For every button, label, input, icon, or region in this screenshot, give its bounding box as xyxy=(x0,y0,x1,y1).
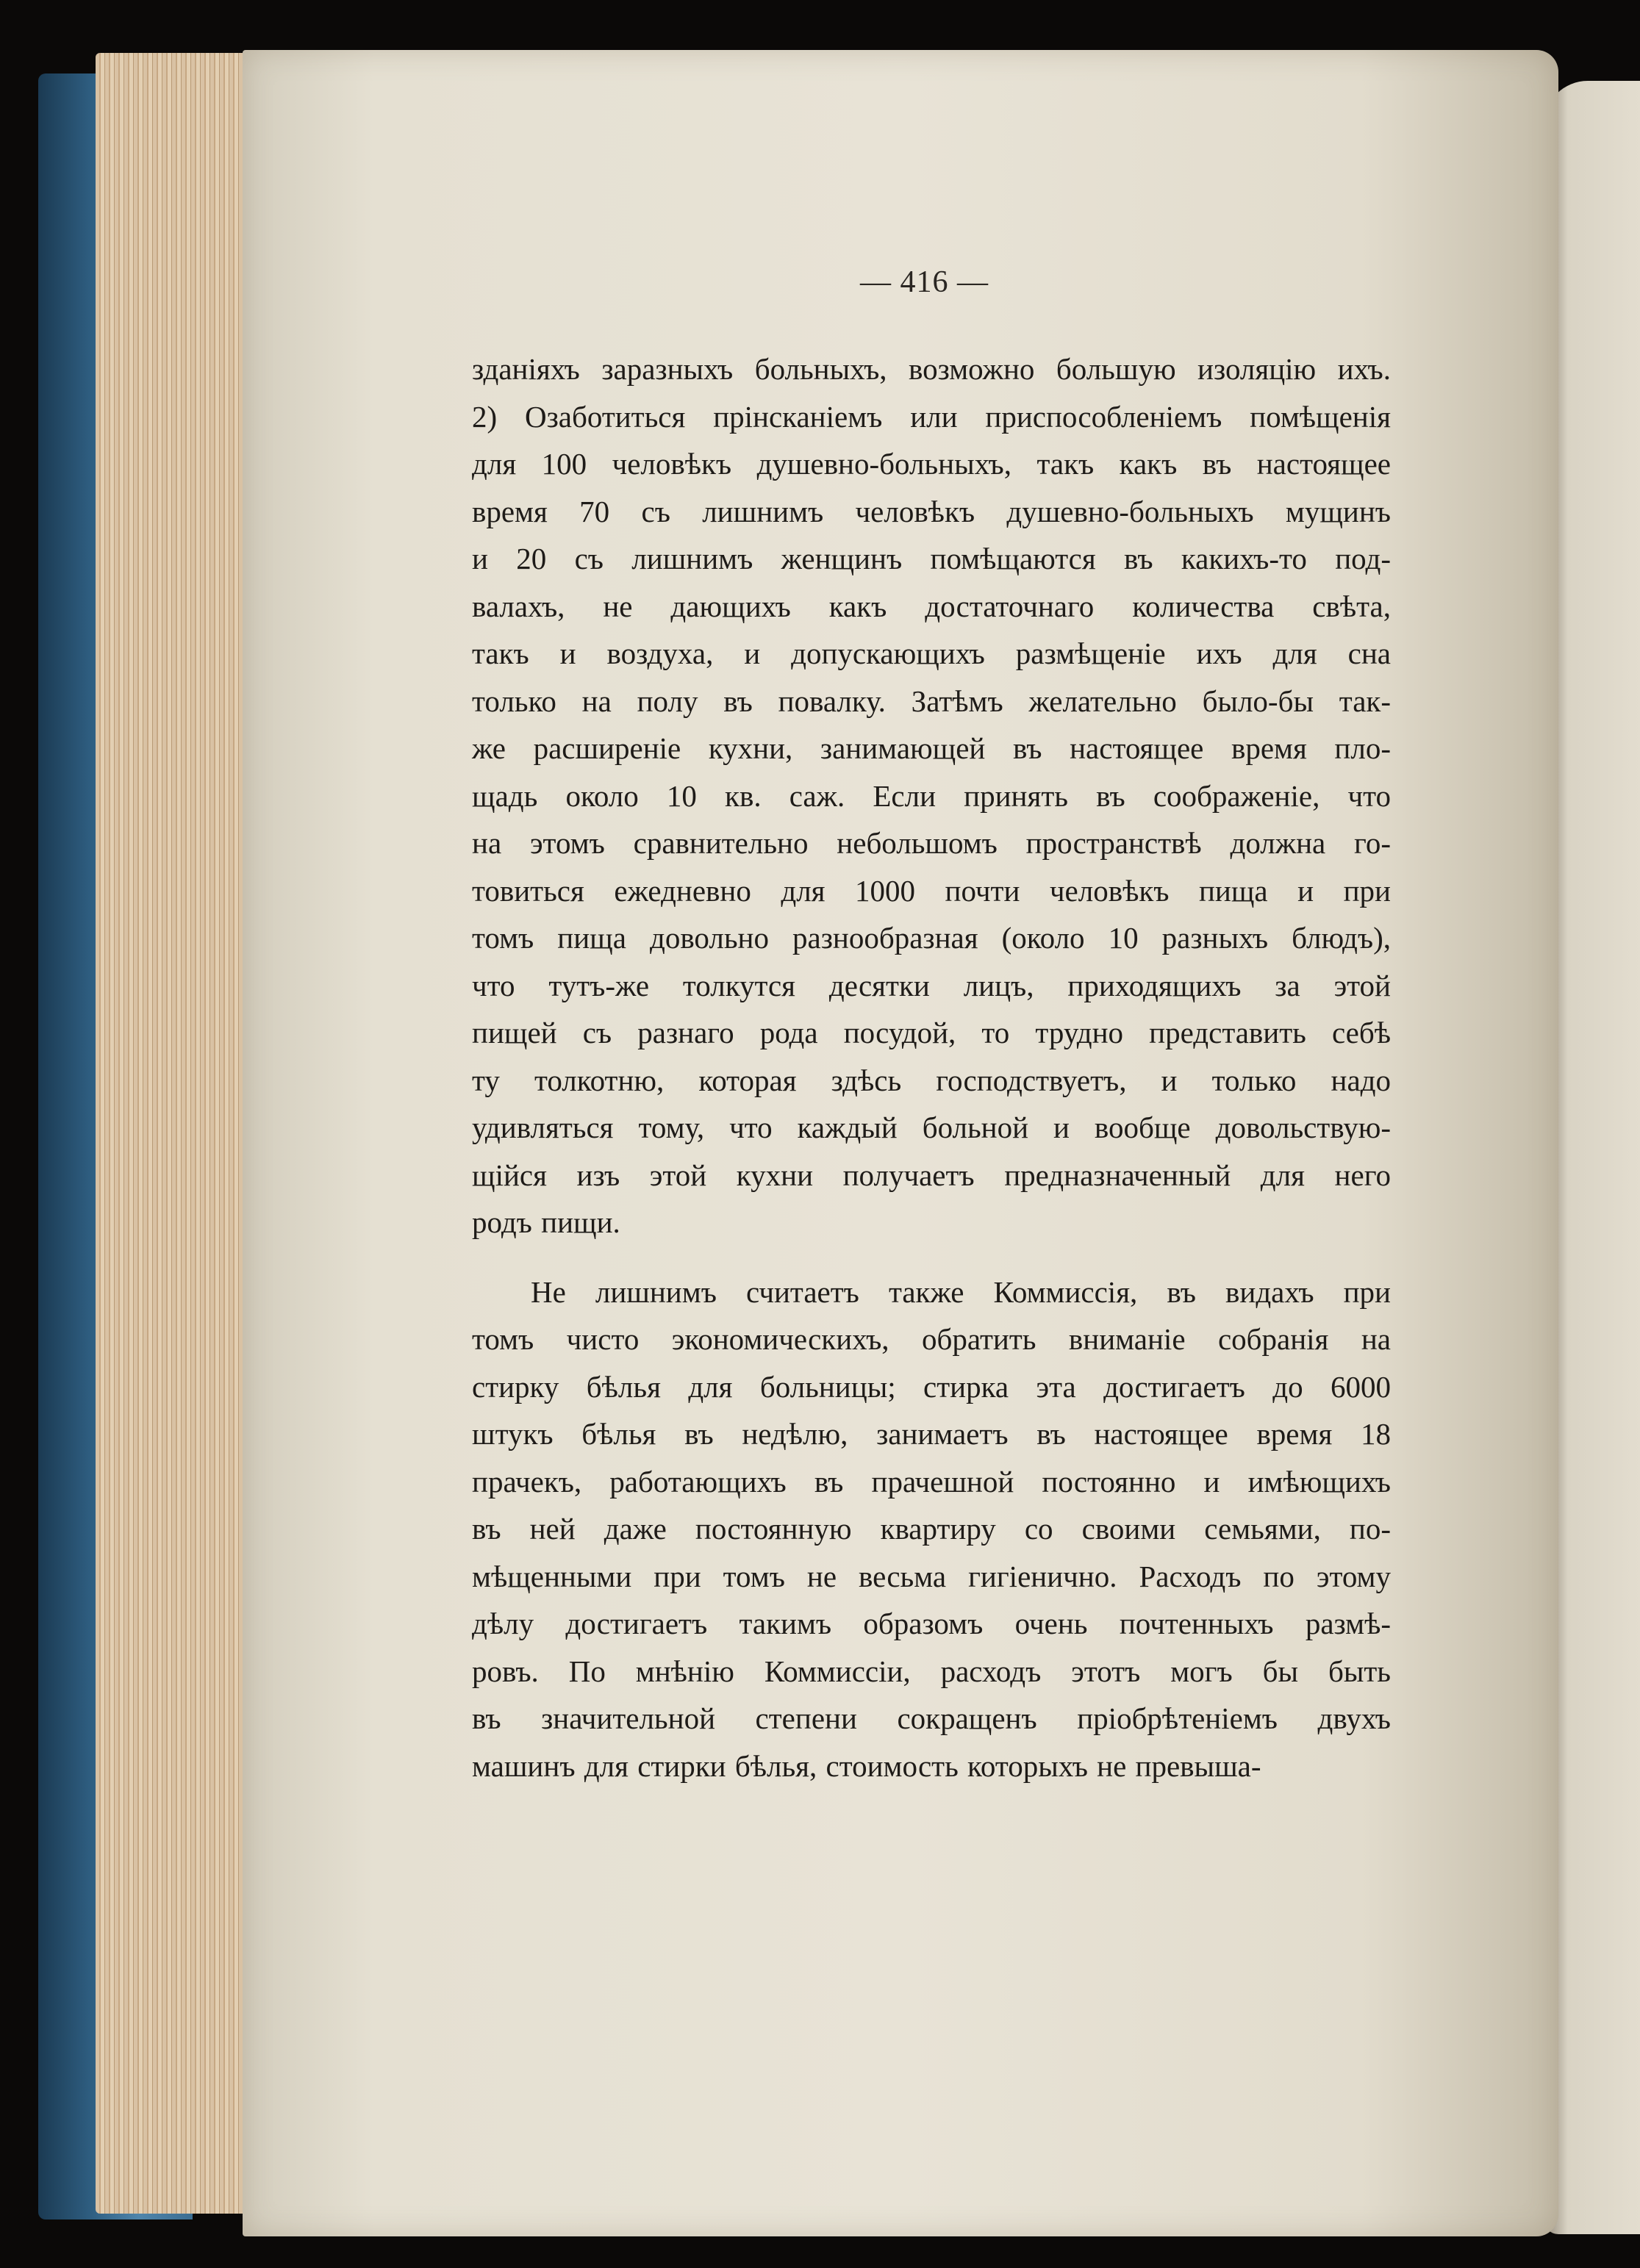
text-line: на этомъ сравнительно небольшомъ пространствѣ должна го- xyxy=(472,826,1391,860)
paragraph-gap xyxy=(472,1246,1391,1268)
paragraph-2 xyxy=(472,1268,1391,1790)
page-text xyxy=(472,345,1391,1790)
text-line: валахъ, не дающихъ какъ достаточнаго количества свѣта, xyxy=(472,589,1391,623)
text-line: такъ и воздуха, и допускающихъ размѣщеніе ихъ для сна xyxy=(472,636,1391,670)
text-line: щійся изъ этой кухни получаетъ предназначенный для него xyxy=(472,1158,1391,1192)
text-line: въ значительной степени сокращенъ пріобрѣтеніемъ двухъ xyxy=(472,1701,1391,1735)
text-line: мѣщенными при томъ не весьма гигіенично. Расходъ по этому xyxy=(472,1559,1391,1593)
text-line: машинъ для стирки бѣлья, стоимость которыхъ не превыша- xyxy=(472,1748,1261,1783)
text-line: пищей съ разнаго рода посудой, то трудно представить себѣ xyxy=(472,1016,1391,1049)
text-line: ровъ. По мнѣнію Коммиссіи, расходъ этотъ могъ бы быть xyxy=(472,1654,1391,1688)
text-line: удивляться тому, что каждый больной и вообще довольствую- xyxy=(472,1110,1391,1144)
text-line: въ ней даже постоянную квартиру со своими семьями, по- xyxy=(472,1512,1391,1546)
page-number: — 416 — xyxy=(860,265,989,299)
text-line: стирку бѣлья для больницы; стирка эта достигаетъ до 6000 xyxy=(472,1369,1391,1404)
text-line: штукъ бѣлья въ недѣлю, занимаетъ въ настоящее время 18 xyxy=(472,1417,1391,1451)
text-line: зданіяхъ заразныхъ больныхъ, возможно большую изоляцію ихъ. xyxy=(472,352,1391,386)
text-line: только на полу въ повалку. Затѣмъ желательно было-бы так- xyxy=(472,683,1391,718)
text-line: время 70 съ лишнимъ человѣкъ душевно-больныхъ мущинъ xyxy=(472,494,1391,528)
text-line: что тутъ-же толкутся десятки лицъ, приходящихъ за этой xyxy=(472,968,1391,1002)
text-line: же расширеніе кухни, занимающей въ настоящее время пло- xyxy=(472,731,1391,765)
text-line: родъ пищи. xyxy=(472,1205,620,1239)
text-line: 2) Озаботиться прінсканіемъ или приспособленіемъ помѣщенія xyxy=(472,399,1391,434)
text-line: для 100 человѣкъ душевно-больныхъ, такъ какъ въ настоящее xyxy=(472,447,1391,481)
text-line: прачекъ, работающихъ въ прачешной постоянно и имѣющихъ xyxy=(472,1464,1391,1499)
text-line: томъ чисто экономическихъ, обратить вниманіе собранія на xyxy=(472,1322,1391,1356)
text-line: товиться ежедневно для 1000 почти человѣкъ пища и при xyxy=(472,873,1391,908)
text-line: дѣлу достигаетъ такимъ образомъ очень почтенныхъ размѣ- xyxy=(472,1607,1391,1640)
text-line: щадь около 10 кв. саж. Если принять въ соображеніе, что xyxy=(472,778,1391,813)
text-line: и 20 съ лишнимъ женщинъ помѣщаются въ какихъ-то под- xyxy=(472,542,1391,575)
text-line: томъ пища довольно разнообразная (около 10 разныхъ блюдъ), xyxy=(472,921,1391,955)
text-line: ту толкотню, которая здѣсь господствуетъ, и только надо xyxy=(472,1063,1391,1097)
paragraph-1 xyxy=(472,345,1391,1246)
text-line: Не лишнимъ считаетъ также Коммиссія, въ видахъ при xyxy=(531,1274,1391,1309)
